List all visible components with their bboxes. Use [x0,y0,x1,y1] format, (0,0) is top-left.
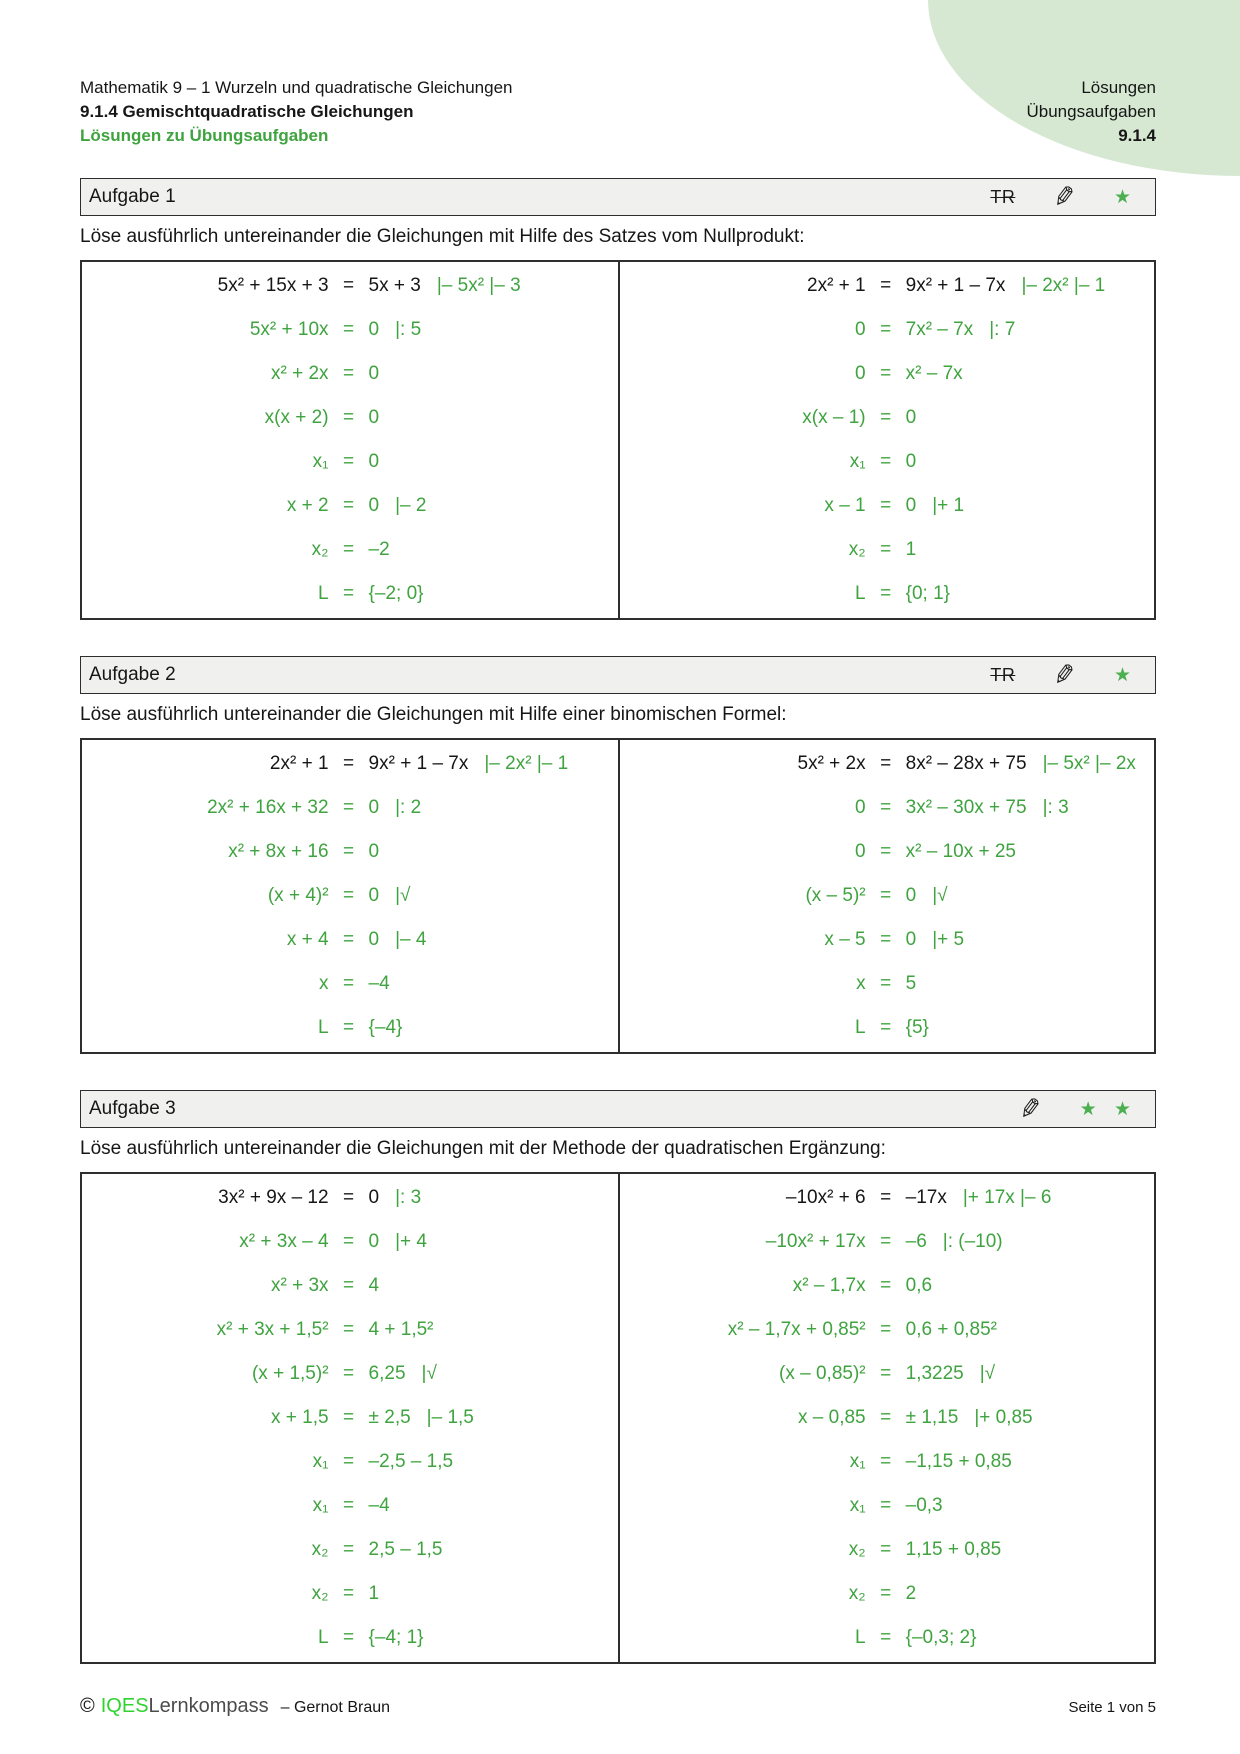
pencil-icon: ✎ [1051,180,1078,213]
task-header-bar [80,1090,1156,1128]
equation-rhs: –1,15 + 0,85 [905,1451,1012,1472]
equation-rhs: 0 [368,841,380,862]
equation-rhs: ± 2,5 |– 1,5 [368,1407,474,1428]
equals-sign: = [342,1275,355,1296]
equation-rhs: 1 [905,539,917,560]
equation-lhs: 0 [855,319,866,340]
equation-rhs: 8x² – 28x + 75 |– 5x² |– 2x [905,753,1136,774]
equation-lhs: x₂ [848,1539,866,1560]
equation-row [620,1396,1154,1440]
equation-lhs: 2x² + 1 [269,753,329,774]
equation-lhs: (x – 0,85)² [779,1363,866,1384]
header-right-chapter-number: 9.1.4 [1118,126,1156,145]
equation-rhs: 2,5 – 1,5 [368,1539,443,1560]
equation-row [82,1352,618,1396]
equation-rhs: 9x² + 1 – 7x |– 2x² |– 1 [368,753,569,774]
equation-row [82,1264,618,1308]
operation-note: |– 5x² |– 3 [436,275,521,296]
equals-sign: = [880,495,892,516]
difficulty-star-icon: ★ [1113,664,1137,686]
equation-row [82,1440,618,1484]
equation-rhs: 0 [368,451,380,472]
equation-row [82,918,618,962]
equation-lhs: x₁ [312,1495,329,1516]
task-instruction: Löse ausführlich untereinander die Gleichungen mit Hilfe des Satzes vom Nullprodukt: [80,226,805,247]
equation-rhs: –17x |+ 17x |– 6 [905,1187,1052,1208]
equals-sign: = [342,363,355,384]
equals-sign: = [880,583,892,604]
equation-lhs: x₁ [312,451,329,472]
equation-row [82,308,618,352]
equation-rhs: {5} [905,1017,929,1038]
equals-sign: = [880,1583,892,1604]
equation-row [620,352,1154,396]
equation-rhs: 0 |: 3 [368,1187,422,1208]
equation-row [82,786,618,830]
operation-note: |– 5x² |– 2x [1042,753,1136,774]
equals-sign: = [880,1319,892,1340]
equation-rhs: 5 [905,973,917,994]
equals-sign: = [342,1319,355,1340]
equation-row [82,1176,618,1220]
equation-lhs: x² + 8x + 16 [228,841,329,862]
equation-lhs: 5x² + 15x + 3 [217,275,329,296]
equation-row [620,484,1154,528]
equation-row [620,1264,1154,1308]
equation-rhs: {–0,3; 2} [905,1627,977,1648]
equation-table [80,738,1156,1054]
equation-lhs: x – 1 [824,495,866,516]
equation-row [620,1484,1154,1528]
equals-sign: = [880,407,892,428]
operation-note: |: 7 [989,319,1016,340]
equation-row [620,1528,1154,1572]
equation-lhs: x₁ [849,1451,866,1472]
equation-row [620,308,1154,352]
lernkompass-logo: Lernkompass [148,1695,269,1717]
equals-sign: = [342,1363,355,1384]
equation-rhs: 2 [905,1583,917,1604]
equals-sign: = [880,1539,892,1560]
equation-rhs: 0 |: 5 [368,319,422,340]
equation-rhs: 4 [368,1275,380,1296]
equation-rhs: 0 |+ 5 [905,929,965,950]
equation-rhs: 0 [905,451,917,472]
equals-sign: = [342,1539,355,1560]
footer-branding [80,1695,390,1718]
task-icons [980,1092,1137,1125]
equation-rhs: 3x² – 30x + 75 |: 3 [905,797,1069,818]
equals-sign: = [880,319,892,340]
equation-row [82,1006,618,1050]
operation-note: |– 1,5 [426,1407,474,1428]
operation-note: |: (–10) [942,1231,1003,1252]
operation-note: |+ 5 [932,929,965,950]
equals-sign: = [342,841,355,862]
equation-lhs: L [317,1017,329,1038]
equation-row [82,572,618,616]
equation-lhs: 3x² + 9x – 12 [218,1187,329,1208]
equation-rhs: 0 [368,407,380,428]
equation-row [620,1440,1154,1484]
copyright-icon: © [80,1695,95,1717]
difficulty-star-icon: ★ [1113,186,1137,208]
equals-sign: = [342,753,355,774]
equation-lhs: 0 [855,797,866,818]
equation-lhs: 2x² + 16x + 32 [207,797,329,818]
equals-sign: = [342,583,355,604]
equals-sign: = [880,1495,892,1516]
equation-rhs: 0 |√ [368,885,411,906]
equation-column-right [618,262,1154,618]
pencil-icon: ✎ [1016,1092,1044,1125]
equation-lhs: 0 [855,841,866,862]
equation-lhs: x² – 1,7x + 0,85² [727,1319,866,1340]
equation-row [82,1528,618,1572]
equation-rhs: 0 |– 2 [368,495,427,516]
equation-lhs: x₂ [311,539,329,560]
equals-sign: = [342,1231,355,1252]
equation-lhs: x(x – 1) [802,407,866,428]
equation-lhs: L [855,1017,866,1038]
equation-lhs: x – 0,85 [798,1407,866,1428]
equation-row [82,1484,618,1528]
equation-rhs: 9x² + 1 – 7x |– 2x² |– 1 [905,275,1106,296]
equation-lhs: x² + 3x [270,1275,329,1296]
equation-row [620,396,1154,440]
equation-row [82,1220,618,1264]
equation-lhs: x₂ [848,539,866,560]
author-name: – Gernot Braun [280,1699,391,1716]
equation-row [82,264,618,308]
equation-row [620,1006,1154,1050]
equation-lhs: x₁ [849,1495,866,1516]
header-right-block [1026,76,1156,148]
equation-lhs: x + 4 [286,929,329,950]
equation-row [620,1308,1154,1352]
equation-lhs: 2x² + 1 [807,275,866,296]
equation-row [82,962,618,1006]
equals-sign: = [880,1231,892,1252]
equation-row [620,742,1154,786]
header-left-block [80,76,513,148]
equals-sign: = [880,753,892,774]
equation-lhs: L [855,1627,866,1648]
equation-lhs: x₁ [849,451,866,472]
equation-rhs: 1 [368,1583,380,1604]
task-icons [990,180,1137,213]
equation-column-right [618,1174,1154,1662]
equals-sign: = [880,275,892,296]
equals-sign: = [880,929,892,950]
equals-sign: = [880,973,892,994]
operation-note: |: 3 [395,1187,422,1208]
equals-sign: = [342,1495,355,1516]
equation-column-left [82,262,618,618]
equals-sign: = [342,1407,355,1428]
task-header-bar [80,656,1156,694]
equation-rhs: –2 [368,539,390,560]
equation-lhs: x – 5 [824,929,866,950]
equation-lhs: x [319,973,329,994]
operation-note: |+ 17x |– 6 [962,1187,1052,1208]
equation-lhs: x₁ [312,1451,329,1472]
equation-lhs: x₂ [848,1583,866,1604]
equation-lhs: x + 2 [286,495,329,516]
operation-note: |√ [932,885,948,906]
equals-sign: = [880,1627,892,1648]
equation-rhs: 6,25 |√ [368,1363,437,1384]
chapter-title: 9.1.4 Gemischtquadratische Gleichungen [80,102,414,121]
operation-note: |: 5 [395,319,422,340]
equation-lhs: L [317,1627,329,1648]
pencil-icon: ✎ [1051,658,1078,691]
equation-row [82,830,618,874]
no-calculator-icon: TR [990,664,1016,685]
equation-rhs: –0,3 [905,1495,943,1516]
equation-row [620,786,1154,830]
task-instruction: Löse ausführlich untereinander die Gleichungen mit Hilfe einer binomischen Formel: [80,704,787,725]
equals-sign: = [880,363,892,384]
equation-lhs: x [856,973,866,994]
equals-sign: = [342,1583,355,1604]
equals-sign: = [880,1275,892,1296]
equation-rhs: 7x² – 7x |: 7 [905,319,1016,340]
equation-row [620,572,1154,616]
equation-lhs: (x + 4)² [267,885,329,906]
equation-lhs: L [855,583,866,604]
equation-lhs: 5x² + 2x [797,753,866,774]
equation-row [620,962,1154,1006]
equals-sign: = [880,797,892,818]
operation-note: |+ 1 [932,495,965,516]
equation-lhs: (x – 5)² [805,885,866,906]
operation-note: |– 4 [395,929,427,950]
equation-rhs: {–4} [368,1017,403,1038]
equation-rhs: 0 |+ 4 [368,1231,428,1252]
equation-lhs: –10x² + 6 [785,1187,866,1208]
equation-lhs: L [317,583,329,604]
task-title: Aufgabe 1 [89,186,176,207]
task-title: Aufgabe 2 [89,664,176,685]
equation-row [620,1352,1154,1396]
operation-note: |: 3 [1042,797,1069,818]
equation-lhs: 0 [855,363,866,384]
equation-row [620,528,1154,572]
equation-rhs: x² – 7x [905,363,963,384]
equation-row [82,440,618,484]
equals-sign: = [342,451,355,472]
equals-sign: = [342,319,355,340]
equals-sign: = [342,407,355,428]
equation-rhs: 5x + 3 |– 5x² |– 3 [368,275,521,296]
equation-table [80,1172,1156,1664]
equation-lhs: 5x² + 10x [249,319,329,340]
equation-row [82,528,618,572]
equation-rhs: 0 [368,363,380,384]
equals-sign: = [342,1627,355,1648]
equation-rhs: –6 |: (–10) [905,1231,1003,1252]
equation-row [82,874,618,918]
equation-row [82,742,618,786]
equation-lhs: (x + 1,5)² [251,1363,329,1384]
course-title: Mathematik 9 – 1 Wurzeln und quadratische Gleichungen [80,78,513,97]
equation-rhs: x² – 10x + 25 [905,841,1016,862]
equation-row [620,874,1154,918]
equation-lhs: x² + 2x [270,363,329,384]
content-area [80,148,1156,1664]
equation-row [82,484,618,528]
equals-sign: = [342,797,355,818]
equation-lhs: –10x² + 17x [765,1231,866,1252]
equation-lhs: x₂ [311,1583,329,1604]
task-icons [990,658,1137,691]
equation-rhs: 1,3225 |√ [905,1363,996,1384]
equation-row [620,830,1154,874]
equation-rhs: –2,5 – 1,5 [368,1451,454,1472]
equals-sign: = [342,1017,355,1038]
equation-lhs: x(x + 2) [264,407,329,428]
equation-rhs: 0 |√ [905,885,948,906]
equation-column-left [82,740,618,1052]
equation-lhs: x² – 1,7x [792,1275,866,1296]
equals-sign: = [342,275,355,296]
equation-rhs: ± 1,15 |+ 0,85 [905,1407,1033,1428]
document-subtitle: Lösungen zu Übungsaufgaben [80,126,329,145]
equation-row [620,1220,1154,1264]
operation-note: |+ 4 [395,1231,428,1252]
equation-row [620,1572,1154,1616]
equation-row [82,1308,618,1352]
header-right-line2: Übungsaufgaben [1026,102,1156,121]
page-number: Seite 1 von 5 [1068,1699,1156,1716]
operation-note: |– 2 [395,495,427,516]
equation-row [620,1176,1154,1220]
header-right-line1: Lösungen [1081,78,1156,97]
equation-rhs: 0,6 [905,1275,933,1296]
equals-sign: = [342,495,355,516]
operation-note: |+ 0,85 [974,1407,1033,1428]
equals-sign: = [880,1363,892,1384]
equation-rhs: 0 |: 2 [368,797,422,818]
operation-note: |: 2 [395,797,422,818]
equals-sign: = [342,973,355,994]
equation-lhs: x + 1,5 [270,1407,329,1428]
operation-note: |– 2x² |– 1 [1021,275,1106,296]
page-footer [80,1695,1156,1718]
equation-lhs: x² + 3x – 4 [239,1231,329,1252]
equals-sign: = [880,1017,892,1038]
equation-row [620,440,1154,484]
equation-row [82,352,618,396]
equals-sign: = [342,929,355,950]
equation-rhs: {0; 1} [905,583,951,604]
equation-column-right [618,740,1154,1052]
equation-rhs: 0 |– 4 [368,929,427,950]
equation-rhs: {–2; 0} [368,583,424,604]
section-aufgabe-2 [80,656,1156,1054]
task-instruction: Löse ausführlich untereinander die Gleichungen mit der Methode der quadratischen Ergänzung: [80,1138,886,1159]
equals-sign: = [880,1187,892,1208]
iqes-logo: IQES [100,1695,149,1717]
equation-row [82,1396,618,1440]
equation-lhs: x₂ [311,1539,329,1560]
equation-rhs: 0 |+ 1 [905,495,965,516]
operation-note: |√ [421,1363,437,1384]
equation-row [82,1616,618,1660]
equation-table [80,260,1156,620]
equation-rhs: –4 [368,973,390,994]
equals-sign: = [880,539,892,560]
equals-sign: = [880,1451,892,1472]
difficulty-star-icon: ★ ★ [1079,1098,1137,1120]
operation-note: |√ [395,885,411,906]
operation-note: |– 2x² |– 1 [484,753,569,774]
section-aufgabe-3 [80,1090,1156,1664]
equals-sign: = [880,1407,892,1428]
equation-rhs: 4 + 1,5² [368,1319,434,1340]
equation-rhs: –4 [368,1495,390,1516]
equation-rhs: 0 [905,407,917,428]
operation-note: |√ [979,1363,996,1384]
equals-sign: = [880,451,892,472]
equals-sign: = [342,1451,355,1472]
equation-row [620,1616,1154,1660]
task-header-bar [80,178,1156,216]
equation-rhs: 1,15 + 0,85 [905,1539,1002,1560]
equals-sign: = [880,841,892,862]
equation-row [82,1572,618,1616]
equation-rhs: {–4; 1} [368,1627,424,1648]
equals-sign: = [342,539,355,560]
task-title: Aufgabe 3 [89,1098,176,1119]
no-calculator-icon: TR [990,186,1016,207]
section-aufgabe-1 [80,178,1156,620]
equation-row [82,396,618,440]
equation-lhs: x² + 3x + 1,5² [216,1319,329,1340]
equation-row [620,918,1154,962]
equation-column-left [82,1174,618,1662]
equals-sign: = [880,885,892,906]
equals-sign: = [342,1187,355,1208]
equation-rhs: 0,6 + 0,85² [905,1319,997,1340]
equals-sign: = [342,885,355,906]
equation-row [620,264,1154,308]
